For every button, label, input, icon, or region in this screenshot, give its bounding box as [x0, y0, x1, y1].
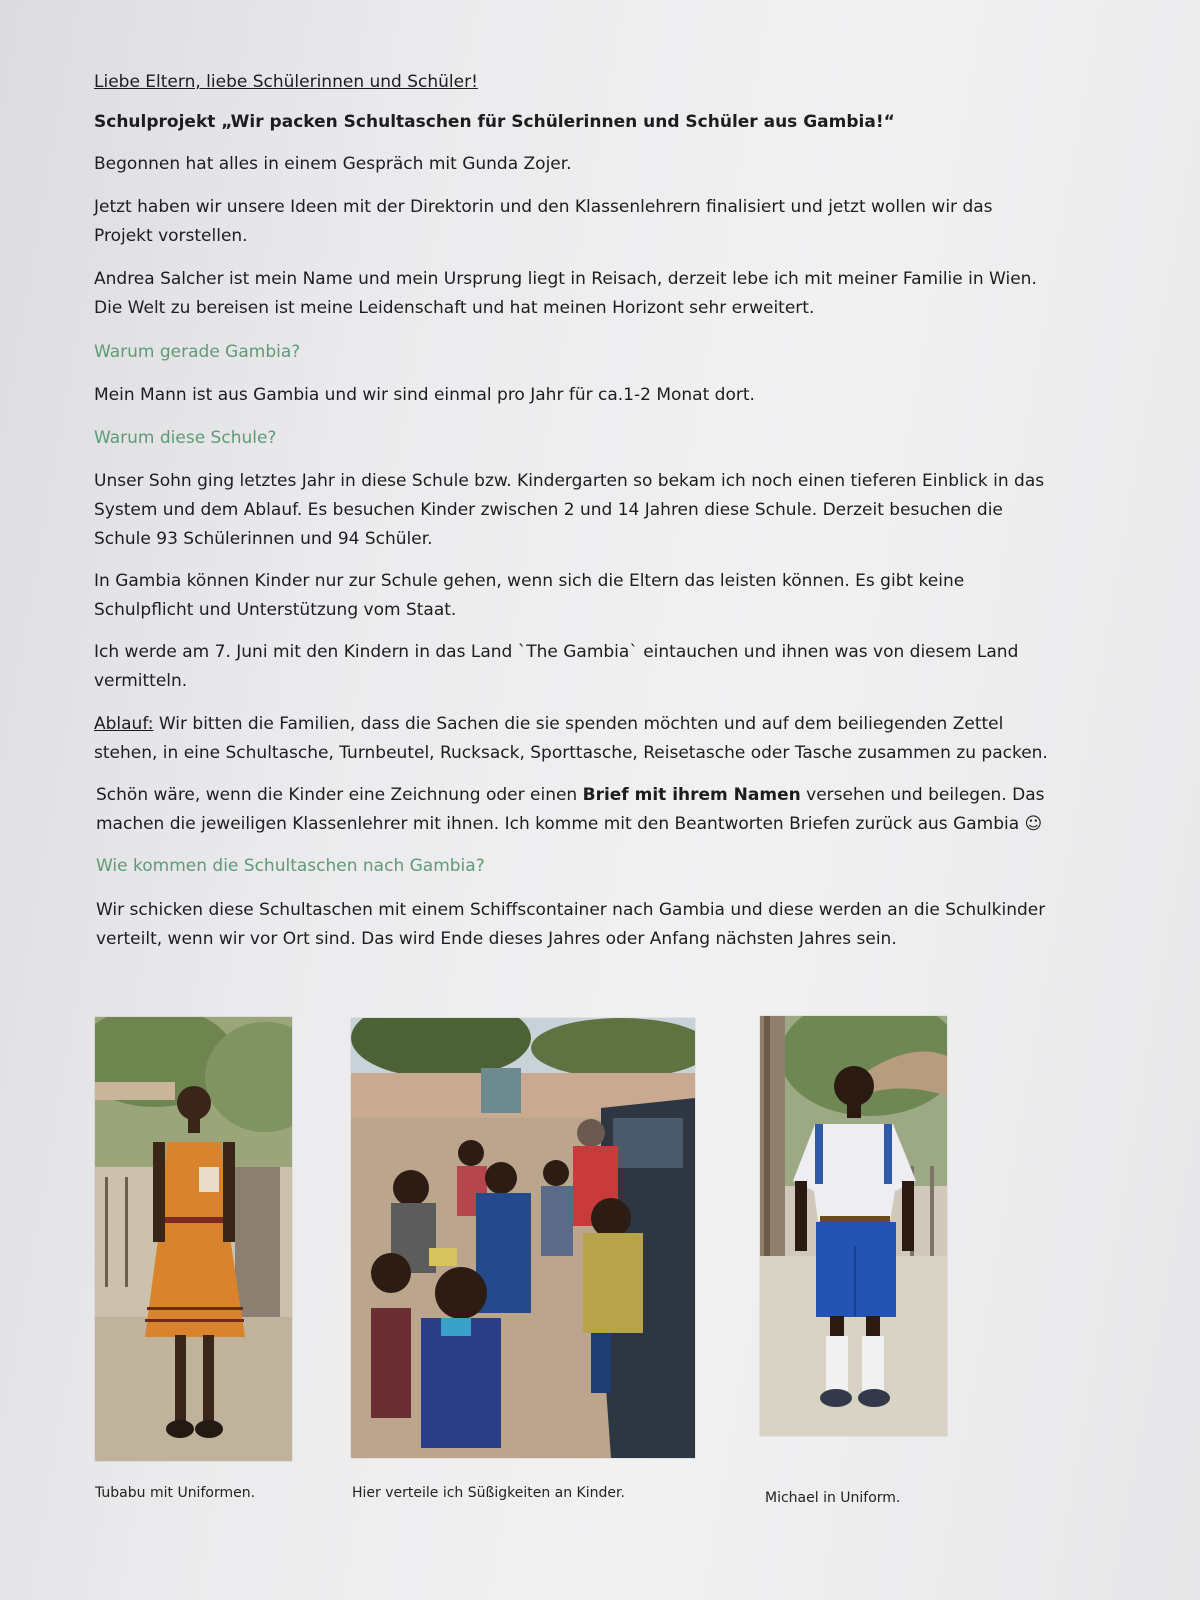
letters-text-a: Schön wäre, wenn die Kinder eine Zeichnung oder einen	[96, 785, 583, 805]
paragraph-author: Andrea Salcher ist mein Name und mein Ursprung liegt in Reisach, derzeit lebe ich mit meiner Familie in Wien. Die Welt zu bereisen ist meine Leidenschaft und hat meinen Horizont sehr erweitert.	[94, 269, 1037, 318]
paragraph-procedure	[94, 710, 1054, 768]
greeting: Liebe Eltern, liebe Schülerinnen und Schüler!	[94, 72, 478, 92]
photo-michael-image	[760, 1016, 947, 1436]
paragraph-letters	[96, 781, 1056, 839]
paragraph-shipping: Wir schicken diese Schultaschen mit einem Schiffscontainer nach Gambia und diese werden an die Schulkinder verteilt, wenn wir vor Ort sind. Das wird Ende dieses Jahres oder Anfang nächsten Jahres sein.	[96, 900, 1046, 949]
photo-girl-image	[95, 1017, 292, 1461]
paragraph-ideas: Jetzt haben wir unsere Ideen mit der Direktorin und den Klassenlehrern finalisiert und jetzt wollen wir das Projekt vorstellen.	[94, 197, 993, 246]
photo-girl-uniform	[95, 1017, 292, 1461]
letters-text-b: versehen und beilegen. Das machen die jeweiligen Klassenlehrer mit ihnen. Ich komme mit den Beantworten Briefen zurück aus Gambia ☺	[96, 785, 1045, 834]
procedure-text: Wir bitten die Familien, dass die Sachen die sie spenden möchten und auf dem beiliegenden Zettel stehen, in eine Schultasche, Turnbeutel, Rucksack, Sporttasche, Reisetasche oder Tasche zusammen zu packen.	[94, 714, 1048, 763]
caption-michael: Michael in Uniform.	[765, 1490, 901, 1506]
photo-children-image	[351, 1018, 695, 1458]
heading-shipping: Wie kommen die Schultaschen nach Gambia?	[96, 856, 485, 876]
paragraph-intro: Begonnen hat alles in einem Gespräch mit Gunda Zojer.	[94, 154, 572, 174]
letters-bold: Brief mit ihrem Namen	[582, 785, 801, 805]
procedure-label: Ablauf:	[94, 714, 154, 734]
heading-why-school: Warum diese Schule?	[94, 428, 277, 448]
project-title: Schulprojekt „Wir packen Schultaschen für Schülerinnen und Schüler aus Gambia!“	[94, 112, 895, 132]
paragraph-june: Ich werde am 7. Juni mit den Kindern in das Land `The Gambia` eintauchen und ihnen was von diesem Land vermitteln.	[94, 642, 1019, 691]
paragraph-education: In Gambia können Kinder nur zur Schule gehen, wenn sich die Eltern das leisten können. Es gibt keine Schulpflicht und Unterstützung vom Staat.	[94, 571, 965, 620]
caption-girl: Tubabu mit Uniformen.	[95, 1485, 256, 1501]
heading-why-gambia: Warum gerade Gambia?	[94, 342, 301, 362]
paragraph-husband: Mein Mann ist aus Gambia und wir sind einmal pro Jahr für ca.1-2 Monat dort.	[94, 385, 755, 405]
photo-michael-uniform	[760, 1016, 947, 1436]
photo-children-sweets	[351, 1018, 695, 1458]
paragraph-school: Unser Sohn ging letztes Jahr in diese Schule bzw. Kindergarten so bekam ich noch einen tieferen Einblick in das System und dem Ablauf. Es besuchen Kinder zwischen 2 und 14 Jahren diese Schule. Derzeit besuchen die Schule 93 Schülerinnen und 94 Schüler.	[94, 471, 1045, 549]
caption-children: Hier verteile ich Süßigkeiten an Kinder.	[352, 1485, 625, 1501]
